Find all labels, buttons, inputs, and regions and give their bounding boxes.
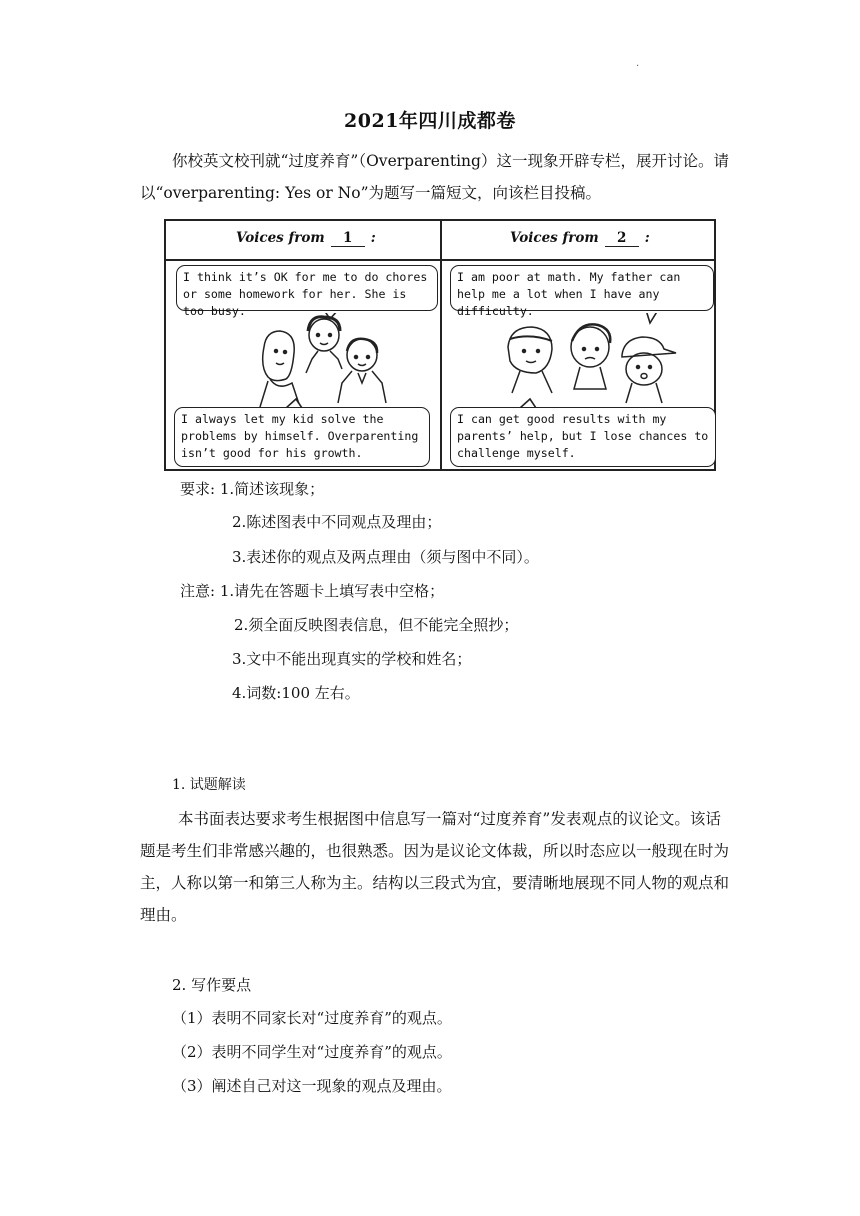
boy-figure <box>338 339 386 403</box>
writing-point-item: （3）阐述自己对这一现象的观点及理由。 <box>172 1077 452 1095</box>
parents-illustration <box>246 313 396 407</box>
right-bottom-speech-bubble: I can get good results with my parents’ help, but I lose chances to challenge myself. <box>450 407 716 467</box>
page-dot: . <box>636 58 640 69</box>
prompt-paragraph: 你校英文校刊就“过度养育”（Overparenting）这一现象开辟专栏，展开讨论。请 以“overparenting: Yes or No”为题写一篇短文，向该栏目投稿。 <box>140 152 729 202</box>
left-panel-header <box>236 230 376 247</box>
notes-label: 注意: <box>180 582 216 600</box>
requirements-label: 要求: <box>180 480 216 498</box>
right-header-blank: 2 <box>605 230 639 247</box>
woman-figure <box>260 331 300 407</box>
girl-figure <box>508 327 552 393</box>
note-item: 4.词数:100 左右。 <box>232 684 360 702</box>
requirement-item: 3.表述你的观点及两点理由（须与图中不同）。 <box>232 548 539 566</box>
right-header-label: Voices from <box>510 230 599 246</box>
right-header-colon: : <box>644 230 650 246</box>
man-figure <box>306 317 342 373</box>
voices-figure <box>164 219 716 471</box>
right-top-speech-bubble: I am poor at math. My father can help me a lot when I have any difficulty. <box>450 265 714 311</box>
writing-point-item: （2）表明不同学生对“过度养育”的观点。 <box>172 1043 452 1061</box>
figure-header-rule <box>166 259 714 261</box>
left-top-speech-bubble: I think it’s OK for me to do chores or some homework for her. She is too busy. <box>176 265 438 311</box>
left-header-blank: 1 <box>331 230 365 247</box>
left-bottom-speech-bubble: I always let my kid solve the problems by himself. Overparenting isn’t good for his growth. <box>174 407 430 467</box>
note-item: 2.须全面反映图表信息，但不能完全照抄； <box>234 616 519 634</box>
page-title: 2021年四川成都卷 <box>344 110 516 132</box>
note-item: 3.文中不能出现真实的学校和姓名； <box>232 650 472 668</box>
notes-line-1 <box>180 580 444 601</box>
requirement-item: 1.简述该现象； <box>219 480 325 498</box>
students-illustration <box>500 313 700 407</box>
left-header-colon: : <box>370 230 376 246</box>
section-heading-interpretation: 1. 试题解读 <box>172 777 246 793</box>
writing-point-item: （1）表明不同家长对“过度养育”的观点。 <box>172 1009 452 1027</box>
cap-boy-figure <box>622 337 676 403</box>
requirements-line-1 <box>180 478 324 499</box>
interpretation-paragraph: 本书面表达要求考生根据图中信息写一篇对“过度养育”发表观点的议论文。该话题是考生们非常感兴趣的，也很熟悉。因为是议论文体裁，所以时态应以一般现在时为主，人称以第一和第三人称为主。结构以三段式为宜，要清晰地展现不同人物的观点和理由。 <box>140 810 730 924</box>
right-panel-header <box>510 230 650 247</box>
worried-girl-figure <box>571 324 610 389</box>
left-header-label: Voices from <box>236 230 325 246</box>
requirement-item: 2.陈述图表中不同观点及理由； <box>232 513 442 531</box>
section-heading-writing-points: 2. 写作要点 <box>172 976 252 994</box>
note-item: 1.请先在答题卡上填写表中空格； <box>219 582 445 600</box>
